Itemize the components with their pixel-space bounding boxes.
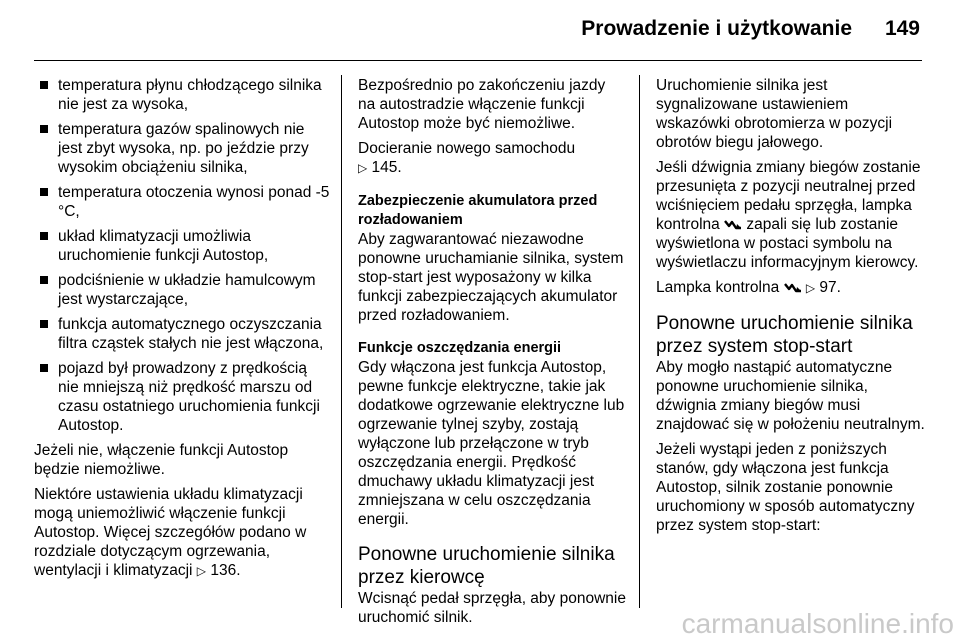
page-reference-link[interactable] (358, 159, 402, 176)
stop-start-control-lamp-icon (724, 218, 742, 230)
list-item: podciśnienie w układzie hamulcowym jest wystarczające, (34, 271, 330, 309)
page-reference-number: 145. (371, 159, 402, 176)
paragraph (358, 139, 626, 178)
list-item: temperatura otoczenia wynosi ponad -5 °C, (34, 183, 330, 221)
page-number: 149 (884, 17, 920, 40)
subheading: Funkcje oszczędzania energii (358, 340, 562, 356)
column-2 (358, 76, 626, 633)
subheading: Zabezpieczenie akumulatora przed rozładowaniem (358, 193, 598, 228)
paragraph: Jeżeli nie, włączenie funkcji Autostop będzie niemożliwe. (34, 442, 289, 478)
paragraph: Aby mogło nastąpić automatyczne ponowne uruchomienie silnika, dźwignia zmiany biegów musi znajdować się w położeniu neutralnym. (656, 359, 925, 433)
paragraph-text: Lampka kontrolna (656, 279, 780, 296)
column-1 (34, 76, 330, 587)
paragraph-text: zapali się lub zostanie wyświetlona w postaci symbolu na wyświetlaczu informacyjnym kierowcy. (656, 216, 919, 271)
list-item: temperatura gazów spalinowych nie jest zbyt wysoka, np. po jeździe przy wysokim obciążeniu silnika, (34, 120, 330, 177)
page-reference-number: 136. (210, 562, 241, 579)
column-divider-2 (639, 75, 640, 608)
column-3 (656, 76, 926, 541)
paragraph: Gdy włączona jest funkcja Autostop, pewne funkcje elektryczne, takie jak dodatkowe ogrzewanie elektryczne lub ogrzewanie tylnej szyby, zostają wyłączone lub przełączone w tryb oszczędzania energii. Prędkość dmuchawy układu klimatyzacji jest zmniejszana w celu oszczędzania energii. (358, 359, 625, 528)
section-heading: Ponowne uruchomienie silnika przez kierowcę (358, 544, 615, 588)
page-reference-arrow-icon: ▷ (358, 161, 368, 175)
paragraph: Uruchomienie silnika jest sygnalizowane ustawieniem wskazówki obrotomierza w pozycji obrotów biegu jałowego. (656, 77, 893, 151)
list-item: pojazd był prowadzony z prędkością nie mniejszą niż prędkość marszu od czasu ostatniego uruchomienia funkcji Autostop. (34, 359, 330, 435)
column-divider-1 (341, 75, 342, 608)
page-header-title: Prowadzenie i użytkowanie (581, 17, 852, 40)
page-reference-link[interactable] (806, 279, 841, 296)
list-item: funkcja automatycznego oczyszczania filtra cząstek stałych nie jest włączona, (34, 315, 330, 353)
paragraph: Bezpośrednio po zakończeniu jazdy na autostradzie włączenie funkcji Autostop może być niemożliwe. (358, 77, 606, 132)
paragraph (656, 158, 926, 272)
section-heading: Ponowne uruchomienie silnika przez system stop-start (656, 313, 913, 357)
site-watermark: carmanualsonline.info (681, 608, 954, 639)
page-reference-arrow-icon: ▷ (805, 281, 816, 295)
paragraph: Jeżeli wystąpi jeden z poniższych stanów, gdy włączona jest funkcja Autostop, silnik zostanie ponownie uruchomiony w sposób automatyczny przez system stop-start: (656, 441, 915, 534)
stop-start-control-lamp-icon (784, 281, 802, 293)
paragraph (34, 485, 330, 581)
list-item: układ klimatyzacji umożliwia uruchomienie funkcji Autostop, (34, 227, 330, 265)
page-reference-link[interactable] (197, 562, 241, 579)
paragraph: Wcisnąć pedał sprzęgła, aby ponownie uruchomić silnik. (358, 590, 626, 626)
page-reference-number: 97. (819, 279, 841, 296)
paragraph-text: Docieranie nowego samochodu (358, 140, 576, 157)
condition-list (34, 76, 330, 435)
header-divider (34, 60, 922, 61)
paragraph-text: Niektóre ustawienia układu klimatyzacji mogą uniemożliwić włączenie funkcji Autostop. Więcej szczegółów podano w rozdziale dotyczącym ogrzewania, wentylacji i klimatyzacji (34, 486, 307, 579)
paragraph (656, 278, 926, 298)
page-reference-arrow-icon: ▷ (196, 564, 207, 578)
paragraph-text: Jeśli dźwignia zmiany biegów zostanie przesunięta z pozycji neutralnej przed wciśnięciem pedału sprzęgła, lampka kontrolna (656, 159, 921, 233)
paragraph: Aby zagwarantować niezawodne ponowne uruchamianie silnika, system stop-start jest wyposażony w kilka funkcji zabezpieczających akumulator przed rozładowaniem. (358, 231, 624, 324)
list-item: temperatura płynu chłodzącego silnika nie jest za wysoka, (34, 76, 330, 114)
